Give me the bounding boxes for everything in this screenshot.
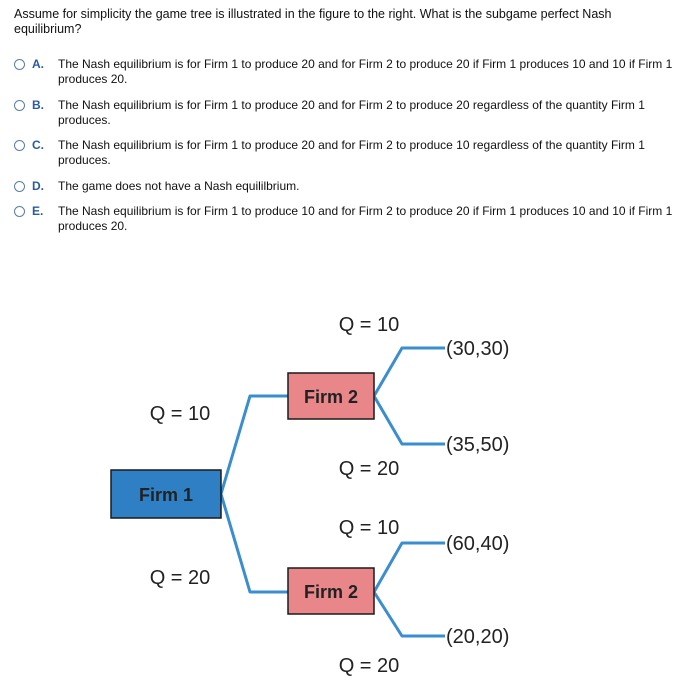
firm1-branch-bottom-label: Q = 20 [149,567,211,589]
edge-lower-q10 [374,543,445,592]
option-a-text: The Nash equilibrium is for Firm 1 to produce 20 and for Firm 2 to produce 20 if Firm 1 produces 10 and 10 if Firm 1 produces 20. [58,57,673,86]
firm2-upper-label: Firm 2 [303,387,359,407]
option-e-letter: E. [32,204,44,218]
upper-branch-top-label: Q = 10 [338,314,400,336]
firm2-lower-label: Firm 2 [303,582,359,602]
firm1-branch-top-label: Q = 10 [149,403,211,425]
payoff-upper-top: (30,30) [446,338,510,360]
option-b-letter: B. [32,98,44,112]
edge-firm1-q10 [221,396,288,494]
payoff-upper-bottom: (35,50) [446,434,510,456]
option-c-letter: C. [32,138,44,152]
firm1-label: Firm 1 [138,485,194,505]
question-text: Assume for simplicity the game tree is illustrated in the figure to the right. What is the subgame perfect Nash equilibrium? [14,7,612,36]
payoff-lower-bottom: (20,20) [446,626,510,648]
edge-lower-q20 [374,592,445,636]
edge-firm1-q20 [221,494,288,592]
lower-branch-bottom-label: Q = 20 [338,655,400,677]
edge-upper-q20 [374,396,445,444]
lower-branch-top-label: Q = 10 [338,517,400,539]
option-e-text: The Nash equilibrium is for Firm 1 to produce 10 and for Firm 2 to produce 20 if Firm 1 produces 10 and 10 if Firm 1 produces 20. [58,204,673,233]
option-d-text: The game does not have a Nash equililbrium. [58,179,300,193]
option-c-text: The Nash equilibrium is for Firm 1 to produce 20 and for Firm 2 to produce 10 regardless of the quantity Firm 1 produces. [58,138,645,167]
option-d-letter: D. [32,179,44,193]
upper-branch-bottom-label: Q = 20 [338,458,400,480]
payoff-lower-top: (60,40) [446,533,510,555]
option-b-text: The Nash equilibrium is for Firm 1 to produce 20 and for Firm 2 to produce 20 regardless of the quantity Firm 1 produces. [58,98,645,127]
option-a-letter: A. [32,57,44,71]
edge-upper-q10 [374,348,445,396]
